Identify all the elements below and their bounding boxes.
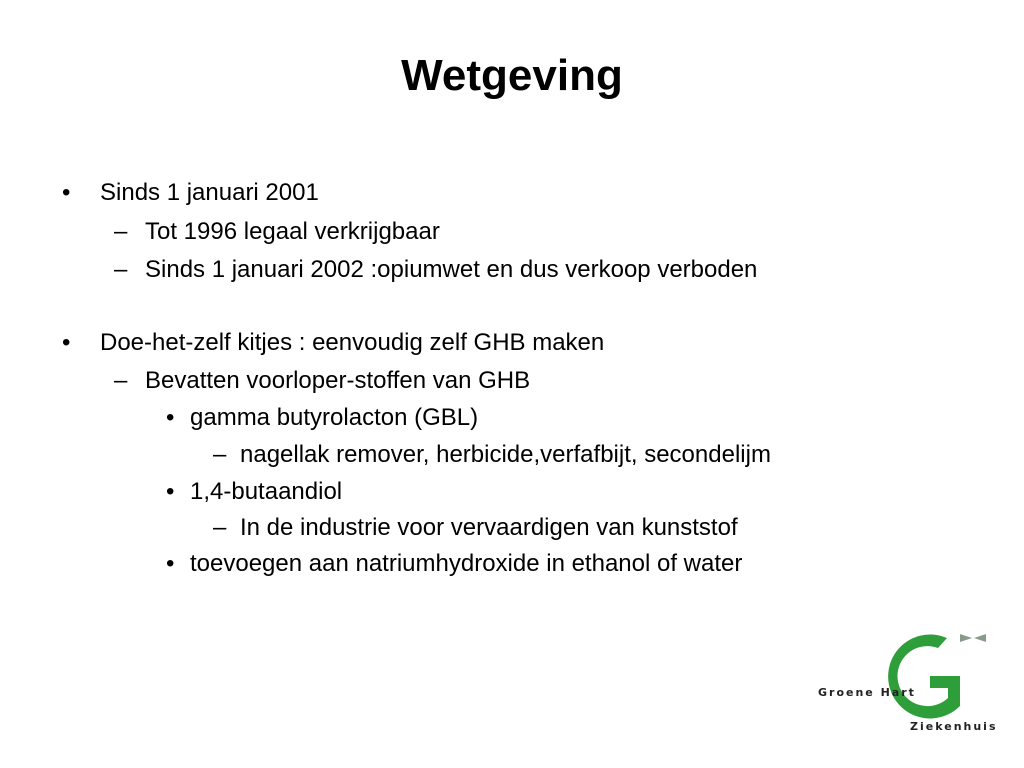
bullet-item: Sinds 1 januari 2002 :opiumwet en dus verkoop verboden: [145, 256, 758, 283]
logo-text-line2: Ziekenhuis: [910, 720, 998, 733]
slide-title: Wetgeving: [401, 51, 623, 100]
logo-text-line1: Groene Hart: [818, 686, 916, 699]
bullet-item: nagellak remover, herbicide,verfafbijt, secondelijm: [240, 441, 771, 468]
bullet-marker: •: [166, 550, 175, 577]
bullet-item: Sinds 1 januari 2001: [100, 179, 319, 206]
bullet-marker: –: [213, 441, 227, 468]
bullet-item: gamma butyrolacton (GBL): [190, 404, 479, 431]
bullet-item: In de industrie voor vervaardigen van kunststof: [240, 514, 738, 541]
bullet-item: 1,4-butaandiol: [190, 478, 343, 505]
bullet-marker: –: [114, 367, 128, 394]
bullet-marker: •: [62, 179, 71, 206]
bullet-item: Doe-het-zelf kitjes : eenvoudig zelf GHB maken: [100, 329, 605, 356]
bullet-marker: •: [166, 404, 175, 431]
bullet-marker: •: [166, 478, 175, 505]
bullet-marker: –: [213, 514, 227, 541]
bullet-item: toevoegen aan natriumhydroxide in ethanol of water: [190, 550, 743, 577]
groene-hart-logo: [812, 628, 1002, 738]
bullet-item: Tot 1996 legaal verkrijgbaar: [145, 218, 440, 245]
bullet-item: Bevatten voorloper-stoffen van GHB: [145, 367, 531, 394]
bullet-marker: –: [114, 256, 128, 283]
bullet-marker: –: [114, 218, 128, 245]
bullet-marker: •: [62, 329, 71, 356]
